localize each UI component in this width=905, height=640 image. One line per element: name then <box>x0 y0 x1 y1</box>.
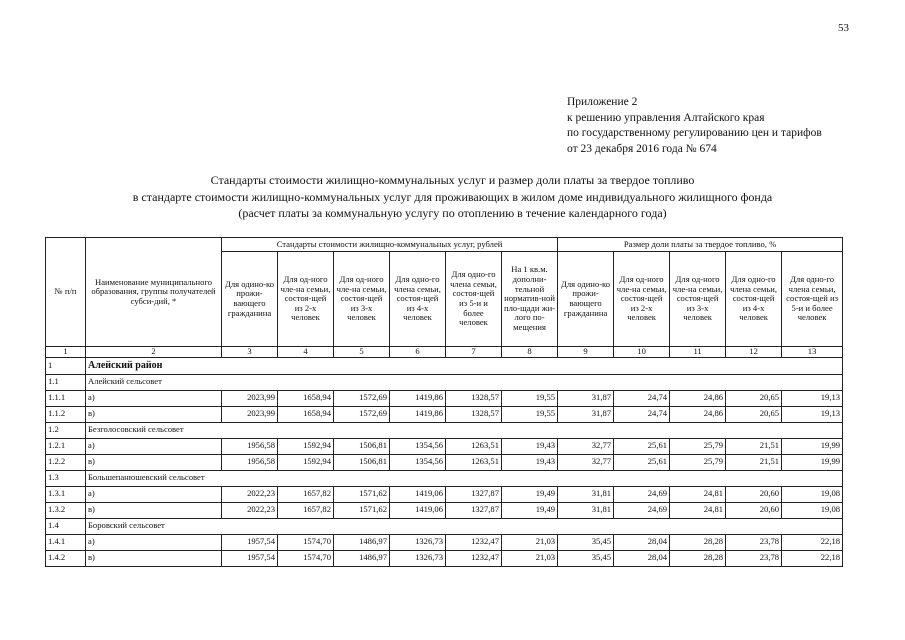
table-cell: 24,86 <box>670 406 726 422</box>
row-name: в) <box>86 454 222 470</box>
table-cell: 1572,69 <box>334 390 390 406</box>
table-cell: 1574,70 <box>278 534 334 550</box>
row-name: Большепанюшевский сельсовет <box>86 470 843 486</box>
table-cell: 19,43 <box>502 438 558 454</box>
column-number: 8 <box>502 347 558 358</box>
table-cell: 19,55 <box>502 390 558 406</box>
table-cell: 1327,87 <box>446 502 502 518</box>
table-cell: 19,43 <box>502 454 558 470</box>
row-code: 1 <box>46 357 86 374</box>
column-header: Для од-ного чле-на семьи, состоя-щей из 2-х человек <box>278 252 334 347</box>
table-cell: 1956,58 <box>222 438 278 454</box>
table-cell: 19,13 <box>782 406 843 422</box>
table-cell: 19,08 <box>782 486 843 502</box>
table-cell: 19,49 <box>502 486 558 502</box>
appendix-line: к решению управления Алтайского края <box>567 111 765 124</box>
table-cell: 2022,23 <box>222 502 278 518</box>
table-row <box>46 454 843 470</box>
table-cell: 20,60 <box>726 502 782 518</box>
settlement-row <box>46 470 843 486</box>
table-cell: 1419,06 <box>390 486 446 502</box>
table-body <box>46 357 843 566</box>
table-row <box>46 550 843 566</box>
table-cell: 23,78 <box>726 550 782 566</box>
column-header: Для одино-ко прожи-вающего гражданина <box>222 252 278 347</box>
table-cell: 21,51 <box>726 438 782 454</box>
table-cell: 21,51 <box>726 454 782 470</box>
column-number: 5 <box>334 347 390 358</box>
column-header: На 1 кв.м. дополни-тельной норматив-ной пло-щади жи-лого по-мещения <box>502 252 558 347</box>
table-cell: 35,45 <box>558 534 614 550</box>
table-cell: 1957,54 <box>222 534 278 550</box>
column-header: Для одно-го члена семьи, состоя-щей из 4-х человек <box>726 252 782 347</box>
table-cell: 25,79 <box>670 454 726 470</box>
tariff-table <box>45 237 843 567</box>
table-row <box>46 438 843 454</box>
table-cell: 31,87 <box>558 390 614 406</box>
table-cell: 1506,81 <box>334 438 390 454</box>
table-cell: 19,08 <box>782 502 843 518</box>
table-cell: 2022,23 <box>222 486 278 502</box>
row-name: в) <box>86 550 222 566</box>
row-code: 1.2.1 <box>46 438 86 454</box>
table-row <box>46 534 843 550</box>
row-name: а) <box>86 390 222 406</box>
table-cell: 19,13 <box>782 390 843 406</box>
table-cell: 24,69 <box>614 486 670 502</box>
table-cell: 21,03 <box>502 534 558 550</box>
table-cell: 2023,99 <box>222 390 278 406</box>
document-title <box>0 172 905 222</box>
table-cell: 24,81 <box>670 502 726 518</box>
table-cell: 1354,56 <box>390 438 446 454</box>
column-number: 7 <box>446 347 502 358</box>
table-cell: 24,81 <box>670 486 726 502</box>
table-cell: 1592,94 <box>278 454 334 470</box>
table-cell: 1486,97 <box>334 550 390 566</box>
table-cell: 28,28 <box>670 534 726 550</box>
table-cell: 1419,86 <box>390 406 446 422</box>
appendix-heading <box>567 95 822 157</box>
column-number: 9 <box>558 347 614 358</box>
column-number: 10 <box>614 347 670 358</box>
table-cell: 25,61 <box>614 454 670 470</box>
row-name: а) <box>86 438 222 454</box>
table-cell: 1232,47 <box>446 550 502 566</box>
table-cell: 19,99 <box>782 438 843 454</box>
table-cell: 1354,56 <box>390 454 446 470</box>
table-cell: 1571,62 <box>334 486 390 502</box>
table-cell: 22,18 <box>782 534 843 550</box>
column-header: Для од-ного чле-на семьи, состоя-щей из 3-х человек <box>670 252 726 347</box>
table-cell: 24,86 <box>670 390 726 406</box>
table-cell: 1592,94 <box>278 438 334 454</box>
table-row <box>46 406 843 422</box>
page-number: 53 <box>838 22 849 34</box>
row-code: 1.1 <box>46 374 86 390</box>
column-number: 13 <box>782 347 843 358</box>
column-number: 6 <box>390 347 446 358</box>
row-name: а) <box>86 534 222 550</box>
header-municipality-name: Наименование муниципального образования, группы получателей субси-дий, * <box>86 238 222 347</box>
table-cell: 1326,73 <box>390 534 446 550</box>
row-name: Алейский сельсовет <box>86 374 843 390</box>
table-cell: 1328,57 <box>446 390 502 406</box>
row-name: Безголосовский сельсовет <box>86 422 843 438</box>
table-cell: 31,87 <box>558 406 614 422</box>
table-cell: 1658,94 <box>278 390 334 406</box>
table-cell: 1956,58 <box>222 454 278 470</box>
table-cell: 1657,82 <box>278 502 334 518</box>
table-cell: 1263,51 <box>446 438 502 454</box>
row-code: 1.4.2 <box>46 550 86 566</box>
table-cell: 22,18 <box>782 550 843 566</box>
column-header: Для одно-го члена семьи, состоя-щей из 5-и и более человек <box>782 252 843 347</box>
table-cell: 20,65 <box>726 390 782 406</box>
table-cell: 21,03 <box>502 550 558 566</box>
column-header: Для одно-го члена семьи, состоя-щей из 5-и и более человек <box>446 252 502 347</box>
table-cell: 1263,51 <box>446 454 502 470</box>
row-code: 1.1.1 <box>46 390 86 406</box>
table-cell: 20,60 <box>726 486 782 502</box>
row-code: 1.2 <box>46 422 86 438</box>
table-cell: 19,55 <box>502 406 558 422</box>
table-cell: 1506,81 <box>334 454 390 470</box>
row-name: Алейский район <box>86 357 843 374</box>
table-cell: 35,45 <box>558 550 614 566</box>
table-cell: 31,81 <box>558 486 614 502</box>
row-code: 1.4.1 <box>46 534 86 550</box>
settlement-row <box>46 518 843 534</box>
table-cell: 31,81 <box>558 502 614 518</box>
column-number: 3 <box>222 347 278 358</box>
table-cell: 19,99 <box>782 454 843 470</box>
table-row <box>46 486 843 502</box>
header-group-standards: Стандарты стоимости жилищно-коммунальных услуг, рублей <box>222 238 558 252</box>
settlement-row <box>46 374 843 390</box>
row-name: в) <box>86 502 222 518</box>
title-line: (расчет платы за коммунальную услугу по отоплению в течение календарного года) <box>238 206 667 220</box>
table-cell: 24,69 <box>614 502 670 518</box>
column-number: 1 <box>46 347 86 358</box>
table-row <box>46 390 843 406</box>
table-cell: 1658,94 <box>278 406 334 422</box>
table-cell: 24,74 <box>614 406 670 422</box>
table-cell: 1419,06 <box>390 502 446 518</box>
title-line: Стандарты стоимости жилищно-коммунальных услуг и размер доли платы за твердое топливо <box>210 173 695 187</box>
row-code: 1.3 <box>46 470 86 486</box>
column-header: Для од-ного чле-на семьи, состоя-щей из 3-х человек <box>334 252 390 347</box>
header-row-number: № п/п <box>46 238 86 347</box>
table-cell: 1232,47 <box>446 534 502 550</box>
table-cell: 1328,57 <box>446 406 502 422</box>
table-cell: 32,77 <box>558 454 614 470</box>
table-cell: 25,61 <box>614 438 670 454</box>
column-header: Для одино-ко прожи-вающего гражданина <box>558 252 614 347</box>
column-number-row <box>46 347 843 358</box>
row-name: а) <box>86 486 222 502</box>
row-code: 1.4 <box>46 518 86 534</box>
row-name: в) <box>86 406 222 422</box>
table-cell: 23,78 <box>726 534 782 550</box>
column-header: Для од-ного чле-на семьи, состоя-щей из 2-х человек <box>614 252 670 347</box>
table-cell: 2023,99 <box>222 406 278 422</box>
table-cell: 20,65 <box>726 406 782 422</box>
column-header: Для одно-го члена семьи, состоя-щей из 4-х человек <box>390 252 446 347</box>
appendix-line: Приложение 2 <box>567 96 638 108</box>
title-line: в стандарте стоимости жилищно-коммунальных услуг для проживающих в жилом доме индивидуального жилищного фонда <box>132 189 773 204</box>
row-code: 1.2.2 <box>46 454 86 470</box>
table-cell: 19,49 <box>502 502 558 518</box>
table-cell: 1327,87 <box>446 486 502 502</box>
row-code: 1.1.2 <box>46 406 86 422</box>
appendix-line: по государственному регулированию цен и тарифов <box>567 127 822 139</box>
table-cell: 1419,86 <box>390 390 446 406</box>
column-number: 2 <box>86 347 222 358</box>
table-cell: 28,28 <box>670 550 726 566</box>
row-name: Боровский сельсовет <box>86 518 843 534</box>
header-group-fuel-share: Размер доли платы за твердое топливо, % <box>558 238 843 252</box>
table-cell: 24,74 <box>614 390 670 406</box>
appendix-line: от 23 декабря 2016 года № 674 <box>567 142 717 155</box>
district-row <box>46 357 843 374</box>
column-number: 11 <box>670 347 726 358</box>
table-row <box>46 502 843 518</box>
table-cell: 1572,69 <box>334 406 390 422</box>
table-cell: 1957,54 <box>222 550 278 566</box>
table-cell: 25,79 <box>670 438 726 454</box>
settlement-row <box>46 422 843 438</box>
table-cell: 1574,70 <box>278 550 334 566</box>
table-cell: 28,04 <box>614 550 670 566</box>
table-cell: 1486,97 <box>334 534 390 550</box>
table-cell: 1326,73 <box>390 550 446 566</box>
row-code: 1.3.1 <box>46 486 86 502</box>
table-cell: 1657,82 <box>278 486 334 502</box>
table-cell: 28,04 <box>614 534 670 550</box>
column-number: 12 <box>726 347 782 358</box>
table-cell: 1571,62 <box>334 502 390 518</box>
row-code: 1.3.2 <box>46 502 86 518</box>
column-number: 4 <box>278 347 334 358</box>
table-cell: 32,77 <box>558 438 614 454</box>
